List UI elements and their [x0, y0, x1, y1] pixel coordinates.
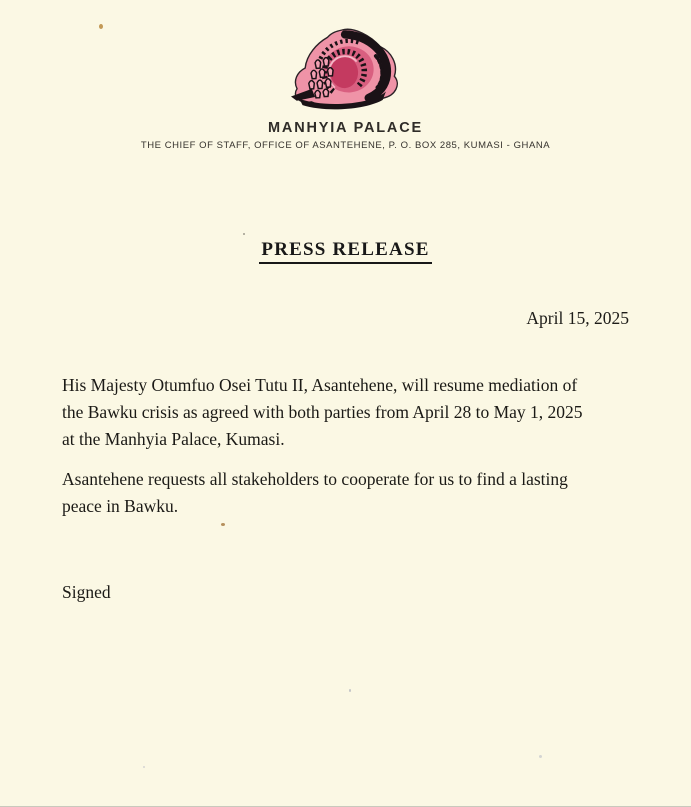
signature-label: Signed: [62, 582, 111, 602]
document-title: PRESS RELEASE: [259, 239, 431, 264]
paragraph: [62, 466, 642, 520]
scan-speck: [143, 766, 145, 768]
paragraph: [62, 372, 642, 453]
scan-speck: [349, 689, 351, 692]
scan-speck: [243, 233, 245, 235]
scan-speck: [539, 755, 542, 758]
document-body: [62, 372, 642, 533]
letterhead-address: THE CHIEF OF STAFF, OFFICE OF ASANTEHENE, P. O. BOX 285, KUMASI - GHANA: [140, 140, 551, 151]
paragraph-line: Asantehene requests all stakeholders to cooperate for us to find a lasting: [62, 469, 568, 489]
paragraph-line: His Majesty Otumfuo Osei Tutu II, Asantehene, will resume mediation of: [62, 375, 578, 395]
scan-speck: [221, 523, 225, 526]
paragraph-line: at the Manhyia Palace, Kumasi.: [62, 429, 285, 449]
letterhead: [0, 26, 691, 151]
scan-speck: [99, 24, 103, 29]
porcupine-crest-icon: [286, 26, 406, 114]
paragraph-line: the Bawku crisis as agreed with both parties from April 28 to May 1, 2025: [62, 402, 583, 422]
org-name: MANHYIA PALACE: [268, 120, 423, 136]
document-date: April 15, 2025: [526, 308, 629, 328]
paragraph-line: peace in Bawku.: [62, 496, 179, 516]
